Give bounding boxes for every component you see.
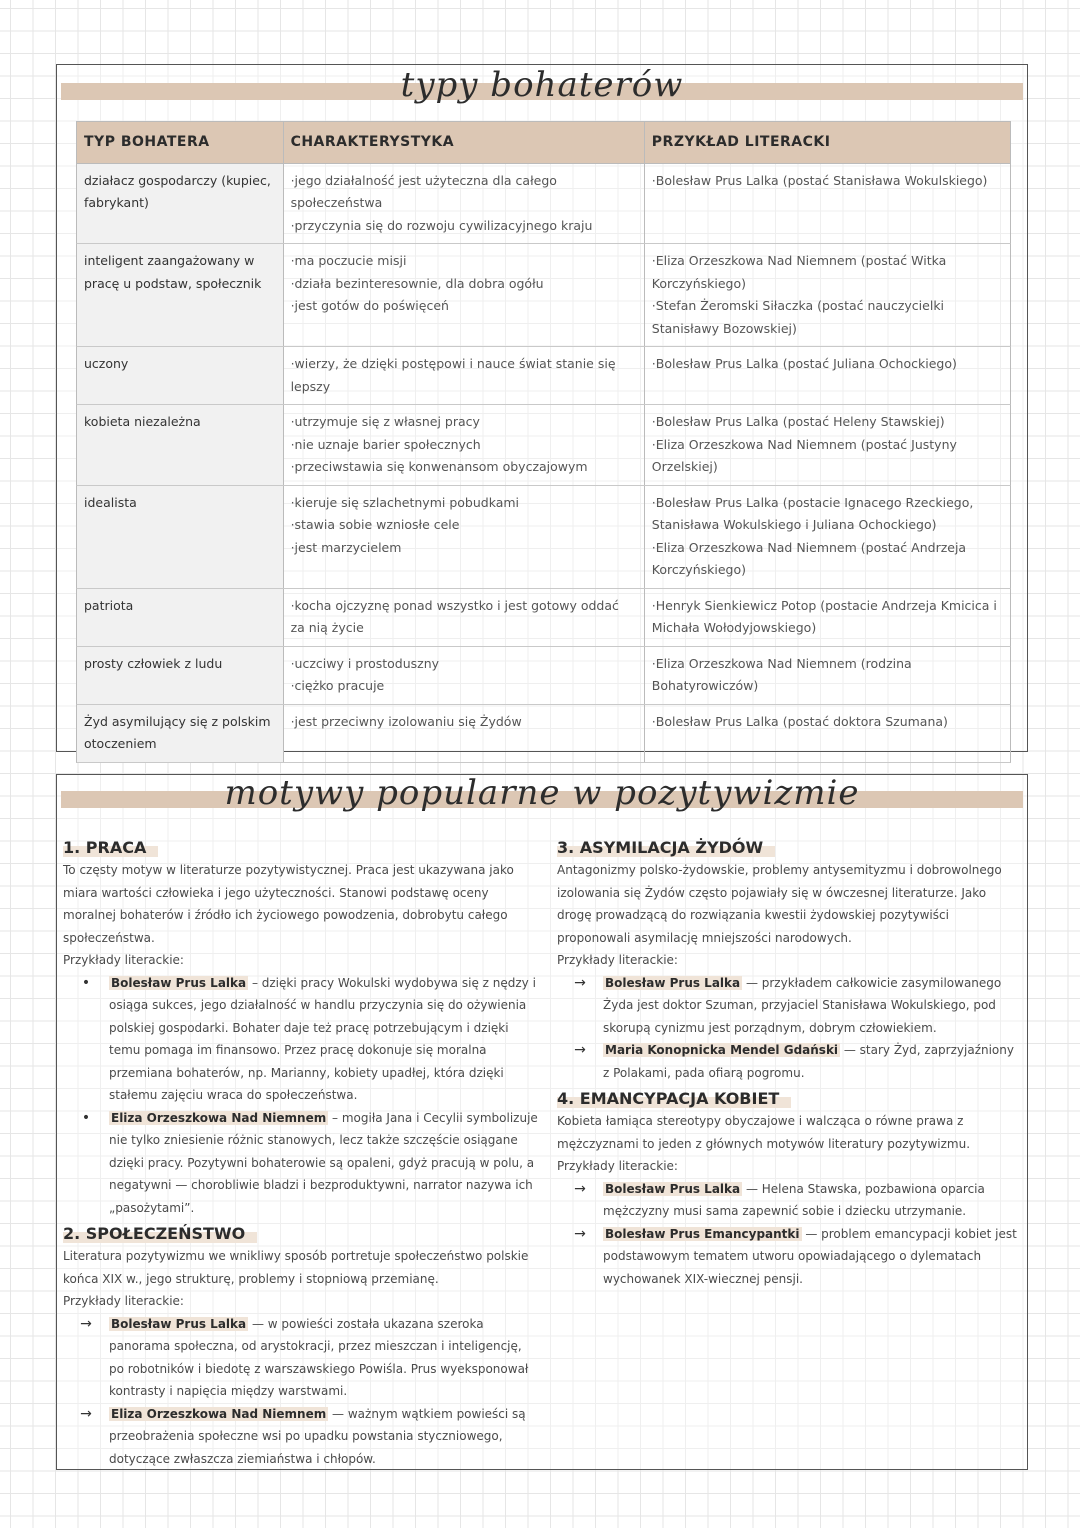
bullet-dot: · <box>651 713 656 729</box>
trait-item <box>291 456 637 479</box>
trait-item <box>291 711 637 734</box>
bullet-dot: · <box>651 539 656 555</box>
bullet-dot: · <box>290 713 295 729</box>
trait-item <box>291 411 637 434</box>
hero-types-panel <box>56 64 1028 752</box>
example-item <box>652 653 1003 698</box>
bullet-dot: · <box>290 172 295 188</box>
hero-type-cell: idealista <box>77 486 284 588</box>
example-item <box>652 595 1003 640</box>
examples-cell <box>645 486 1010 588</box>
example-text: Eliza Orzeszkowa Nad Niemnem (postać Andrzeja Korczyńskiego) <box>651 539 967 577</box>
trait-text: wierzy, że dzięki postępowi i nauce świat stanie się lepszy <box>290 356 616 394</box>
bullet-dot: · <box>290 275 295 291</box>
example-item <box>652 170 1003 193</box>
work-title: Bolesław Prus Lalka <box>111 1316 247 1331</box>
examples-label: Przykłady literackie: <box>63 1294 184 1308</box>
example-item <box>652 353 1003 376</box>
example-body <box>603 972 1021 1040</box>
hero-type-cell: Żyd asymilujący się z polskim otoczeniem <box>77 705 284 762</box>
trait-text: przeciwstawia się konwenansom obyczajowym <box>294 459 588 474</box>
examples-label: Przykłady literackie: <box>63 953 184 967</box>
trait-text: jest gotów do poświęceń <box>294 298 449 313</box>
trait-text: nie uznaje barier społecznych <box>294 436 481 452</box>
section-intro: Kobieta łamiąca stereotypy obyczajowe i walcząca o równe prawa z mężczyznami to jeden z głównych motywów literatury pozytywizmu. <box>557 1114 971 1151</box>
trait-item <box>291 353 637 398</box>
section-intro: To częsty motyw w literaturze pozytywistycznej. Praca jest ukazywana jako miara wartości człowieka i jego użyteczności. Stanowi podstawę oceny moralnej bohaterów i źródło ich życiowego powodzenia, dobrobytu całego społeczeństwa. <box>63 863 514 945</box>
example-item <box>652 711 1003 734</box>
work-title: Bolesław Prus Lalka <box>605 975 741 990</box>
bullet-dot: · <box>651 172 656 188</box>
trait-item <box>291 537 637 560</box>
example-body <box>603 1178 1021 1223</box>
arrow-right-icon: → <box>80 1405 92 1422</box>
table-row <box>76 705 1011 763</box>
arrow-right-icon: → <box>574 1180 586 1197</box>
motifs-right-column <box>557 835 1021 1290</box>
work-title: Bolesław Prus Emancypantki <box>605 1226 800 1241</box>
trait-item <box>291 215 637 238</box>
examples-label: Przykłady literackie: <box>557 1159 678 1173</box>
examples-cell <box>645 405 1010 485</box>
example-body <box>109 972 539 1107</box>
trait-item <box>291 273 637 296</box>
trait-text: jego działalność jest użyteczna dla całego społeczeństwa <box>290 172 557 210</box>
arrow-right-icon: → <box>574 1042 586 1058</box>
section-heading: 3. ASYMILACJA ŻYDÓW <box>557 837 775 857</box>
trait-text: przyczynia się do rozwoju cywilizacyjnego kraju <box>294 217 593 233</box>
table-row <box>76 244 1011 347</box>
example-text: Bolesław Prus Lalka (postać Heleny Stawskiej) <box>655 414 945 429</box>
trait-text: uczciwy i prostoduszny <box>294 655 440 671</box>
examples-cell <box>645 244 1010 346</box>
bullet-dot: · <box>290 414 295 429</box>
example-text: Eliza Orzeszkowa Nad Niemnem (postać Justyny Orzelskiej) <box>651 436 957 474</box>
trait-item <box>291 250 637 273</box>
example-item <box>652 250 1003 295</box>
bullet-icon: • <box>81 1109 91 1126</box>
examples-cell <box>645 347 1010 404</box>
bullet-dot: · <box>290 436 295 452</box>
example-item <box>652 295 1003 340</box>
motif-emancypacja <box>557 1086 1021 1290</box>
trait-item <box>291 295 637 318</box>
example-text: Bolesław Prus Lalka (postać Juliana Ochockiego) <box>655 356 957 371</box>
bullet-dot: · <box>290 356 295 371</box>
section-heading: 1. PRACA <box>63 837 158 857</box>
trait-item <box>291 514 637 537</box>
bullet-dot: · <box>651 436 656 452</box>
hero-type-cell: działacz gospodarczy (kupiec, fabrykant) <box>77 164 284 244</box>
bullet-dot: · <box>651 356 656 371</box>
work-description: — przykładem całkowicie zasymilowanego Żyda jest doktor Szuman, przyjaciel Stanisława Wokulskiego, pod skorupą cynizmu jest porządnym, dobrym człowiekiem. <box>603 975 1002 1035</box>
bullet-dot: · <box>290 494 295 510</box>
hero-types-title: typy bohaterów <box>400 65 684 105</box>
traits-cell <box>284 705 645 762</box>
trait-text: utrzymuje się z własnej pracy <box>294 414 480 429</box>
trait-item <box>291 492 637 515</box>
hero-type-cell: uczony <box>77 347 284 404</box>
examples-label: Przykłady literackie: <box>557 953 678 967</box>
trait-text: ma poczucie misji <box>294 253 407 268</box>
traits-cell <box>284 347 645 404</box>
table-header-row <box>76 121 1011 164</box>
motif-asymilacja <box>557 835 1021 1084</box>
table-row <box>76 589 1011 647</box>
example-text: Eliza Orzeszkowa Nad Niemnem (postać Witka Korczyńskiego) <box>651 253 947 291</box>
hero-type-cell: kobieta niezależna <box>77 405 284 485</box>
work-title: Eliza Orzeszkowa Nad Niemnem <box>111 1110 327 1125</box>
example-body <box>109 1313 539 1403</box>
bullet-dot: · <box>651 597 656 613</box>
work-title: Eliza Orzeszkowa Nad Niemnem <box>111 1406 327 1421</box>
example-list-item <box>63 972 539 1107</box>
trait-text: działa bezinteresownie, dla dobra ogółu <box>294 275 544 291</box>
section-intro: Antagonizmy polsko-żydowskie, problemy antysemityzmu i dobrowolnego izolowania się Żydów często pojawiały się w ówczesnej literaturze. Jako drogę prowadzącą do rozwiązania kwestii żydowskiej pozytywiści proponowali asymilację mniejszości narodowych. <box>557 863 1002 945</box>
hero-type-cell: prosty człowiek z ludu <box>77 647 284 704</box>
trait-text: ciężko pracuje <box>294 678 385 693</box>
example-list-item <box>557 1223 1021 1291</box>
hero-type-cell: patriota <box>77 589 284 646</box>
examples-cell <box>645 589 1010 646</box>
traits-cell <box>284 244 645 346</box>
bullet-dot: · <box>290 253 295 268</box>
traits-cell <box>284 405 645 485</box>
example-text: Eliza Orzeszkowa Nad Niemnem (rodzina Bohatyrowiczów) <box>651 655 912 693</box>
work-title: Bolesław Prus Lalka <box>605 1181 741 1196</box>
bullet-dot: · <box>290 539 295 555</box>
bullet-dot: · <box>651 655 656 671</box>
example-text: Stefan Żeromski Siłaczka (postać nauczycielki Stanisławy Bozowskiej) <box>651 298 945 336</box>
example-item <box>652 492 1003 537</box>
bullet-dot: · <box>290 517 295 532</box>
examples-cell <box>645 647 1010 704</box>
example-list-item <box>63 1107 539 1220</box>
example-list-item <box>63 1403 539 1471</box>
example-body <box>109 1403 539 1471</box>
motifs-title: motywy popularne w pozytywizmie <box>224 773 860 813</box>
work-description: — ważnym wątkiem powieści są przeobrażenia społeczne wsi po upadku powstania styczniowego, dotyczące zwłaszcza ziemiaństwa i chłopów. <box>109 1406 526 1466</box>
motifs-left-column <box>63 835 539 1470</box>
section-intro: Literatura pozytywizmu we wnikliwy sposób portretuje społeczeństwo polskie końca XIX w., jego strukturę, problemy i stopniową przemianę. <box>63 1249 529 1286</box>
section-heading: 4. EMANCYPACJA KOBIET <box>557 1088 791 1108</box>
bullet-dot: · <box>651 253 656 268</box>
work-title: Maria Konopnicka Mendel Gdański <box>605 1043 839 1057</box>
traits-cell <box>284 486 645 588</box>
example-body <box>603 1039 1021 1084</box>
table-row <box>76 347 1011 405</box>
example-list-item <box>557 1039 1021 1084</box>
example-text: Bolesław Prus Lalka (postać doktora Szumana) <box>655 713 948 729</box>
example-list-item <box>557 1178 1021 1223</box>
traits-cell <box>284 164 645 244</box>
work-description: — Helena Stawska, pozbawiona oparcia mężczyzny musi sama zapewnić sobie i dziecku utrzymanie. <box>603 1181 985 1218</box>
motif-spoleczenstwo <box>63 1221 539 1470</box>
work-description: — problem emancypacji kobiet jest podstawowym tematem utworu opowiadającego o dylematach wychowanek XIX-wiecznej pensji. <box>603 1226 1017 1286</box>
bullet-dot: · <box>290 298 295 313</box>
bullet-dot: · <box>290 459 295 474</box>
header-traits: CHARAKTERYSTYKA <box>284 122 645 163</box>
table-row <box>76 405 1011 486</box>
examples-cell <box>645 164 1010 244</box>
table-row <box>76 164 1011 245</box>
trait-text: stawia sobie wzniosłe cele <box>294 517 460 532</box>
header-examples: PRZYKŁAD LITERACKI <box>645 122 1010 163</box>
example-list-item <box>63 1313 539 1403</box>
traits-cell <box>284 647 645 704</box>
examples-cell <box>645 705 1010 762</box>
section-heading: 2. SPOŁECZEŃSTWO <box>63 1223 257 1243</box>
work-description: – mogiła Jana i Cecylii symbolizuje nie tylko zniesienie różnic stanowych, lecz także szczęście osiągane dzięki pracy. Pozytywni bohaterowie są opaleni, gdyż pracują w polu, a negatywni — chorobliwie bladzi i bezproduktywni, narrator nazywa ich „pasożytami”. <box>109 1110 538 1215</box>
table-row <box>76 647 1011 705</box>
bullet-dot: · <box>290 655 295 671</box>
bullet-dot: · <box>290 678 295 693</box>
example-item <box>652 411 1003 434</box>
arrow-right-icon: → <box>574 974 586 991</box>
trait-text: kocha ojczyznę ponad wszystko i jest gotowy oddać za nią życie <box>290 597 619 635</box>
traits-cell <box>284 589 645 646</box>
example-body <box>109 1107 539 1220</box>
bullet-dot: · <box>290 217 295 233</box>
bullet-dot: · <box>290 597 295 613</box>
bullet-dot: · <box>651 414 656 429</box>
trait-text: jest marzycielem <box>294 539 402 555</box>
trait-item <box>291 434 637 457</box>
bullet-dot: · <box>651 494 656 510</box>
hero-types-table <box>76 121 1011 763</box>
trait-text: jest przeciwny izolowaniu się Żydów <box>294 713 522 729</box>
trait-text: kieruje się szlachetnymi pobudkami <box>294 494 520 510</box>
bullet-dot: · <box>651 298 656 313</box>
arrow-right-icon: → <box>80 1315 92 1332</box>
example-item <box>652 537 1003 582</box>
example-text: Bolesław Prus Lalka (postacie Ignacego Rzeckiego, Stanisława Wokulskiego i Juliana Ochockiego) <box>651 494 974 532</box>
motifs-panel <box>56 774 1028 1470</box>
motif-praca <box>63 835 539 1219</box>
trait-item <box>291 170 637 215</box>
work-description: — stary Żyd, zaprzyjaźniony z Polakami, pada ofiarą pogromu. <box>603 1043 1014 1080</box>
example-body <box>603 1223 1021 1291</box>
trait-item <box>291 675 637 698</box>
example-item <box>652 434 1003 479</box>
bullet-icon: • <box>81 974 91 991</box>
example-list-item <box>557 972 1021 1040</box>
trait-item <box>291 653 637 676</box>
example-text: Henryk Sienkiewicz Potop (postacie Andrzeja Kmicica i Michała Wołodyjowskiego) <box>651 597 997 635</box>
work-description: – dzięki pracy Wokulski wydobywa się z nędzy i osiąga sukces, jego działalność w handlu przyczynia się do ożywienia polskiej gospodarki. Bohater daje też pracę potrzebującym i dzięki temu pomaga im finansowo. Przez pracę dokonuje się moralna przemiana bohaterów, np. Marianny, kobiety upadłej, która dzięki stałemu zajęciu wraca do społeczeństwa. <box>109 975 536 1102</box>
trait-item <box>291 595 637 640</box>
work-description: — w powieści została ukazana szeroka panorama społeczna, od arystokracji, przez mieszczan i inteligencję, po robotników i biedotę z warszawskiego Powiśla. Prus wyeksponował kontrasty i napięcia między warstwami. <box>109 1316 529 1398</box>
example-text: Bolesław Prus Lalka (postać Stanisława Wokulskiego) <box>655 172 988 188</box>
header-type: TYP BOHATERA <box>77 122 284 163</box>
hero-type-cell: inteligent zaangażowany w pracę u podstaw, społecznik <box>77 244 284 346</box>
table-row <box>76 486 1011 589</box>
arrow-right-icon: → <box>574 1225 586 1242</box>
work-title: Bolesław Prus Lalka <box>111 975 247 990</box>
table-body <box>76 164 1011 763</box>
